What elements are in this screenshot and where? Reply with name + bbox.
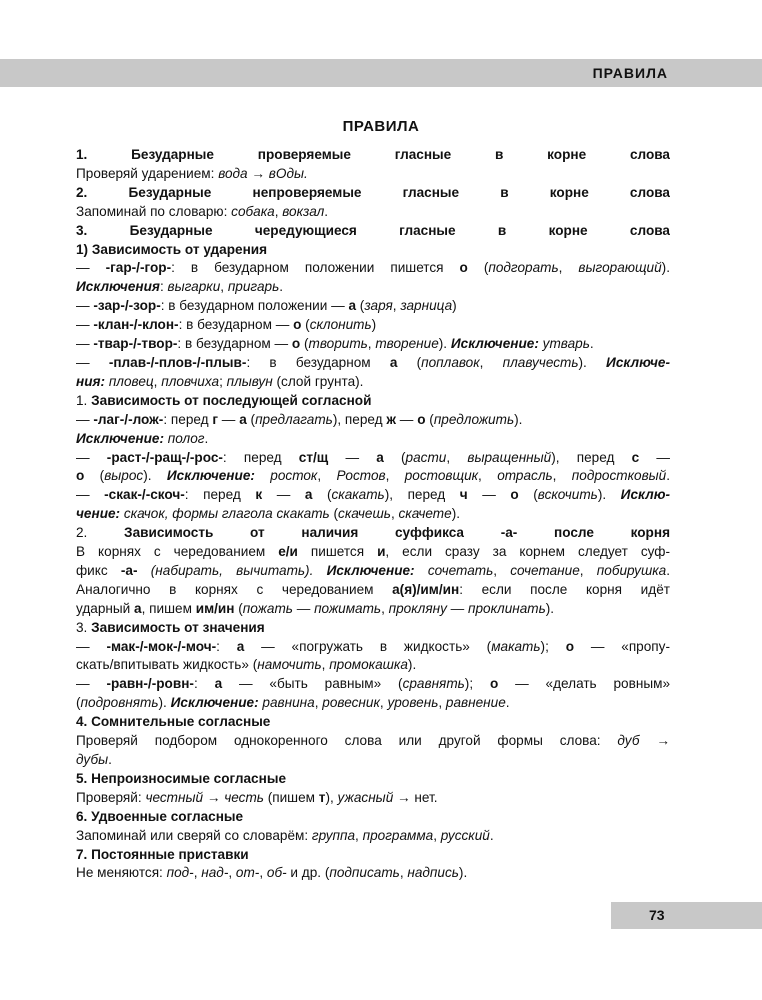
text-segment: полог [167, 430, 205, 446]
text-segment: Исключение: [326, 562, 415, 578]
text-segment: Исключе- [606, 354, 670, 370]
text-segment: а [304, 487, 313, 503]
text-segment: ( [246, 411, 256, 427]
text-segment: : в безударном — [177, 336, 292, 352]
text-segment [313, 563, 326, 578]
text-segment: → [203, 789, 225, 805]
text-segment: -клан-/-клон- [93, 317, 179, 333]
text-segment: равнение [445, 695, 506, 711]
text-segment: , [385, 468, 405, 484]
text-segment: . [489, 827, 494, 843]
text-segment: скакать [331, 487, 385, 503]
text-segment: группа [311, 827, 356, 843]
text-segment: , [392, 298, 401, 314]
text-segment: ); [464, 676, 490, 692]
text-segment: → нет. [393, 789, 438, 805]
heading-line [76, 222, 670, 241]
text-segment: , [381, 600, 389, 616]
text-segment: Проверяй ударением: [76, 165, 219, 181]
text-segment: . [666, 468, 670, 484]
text-segment: — «погружать в жидкость» ( [244, 638, 492, 654]
text-segment: скачешь [338, 506, 391, 522]
text-segment: : в безударном — [178, 317, 294, 333]
text-segment: : [216, 638, 237, 654]
text-segment: Запоминай или сверяй со словарём: [76, 827, 312, 843]
text-line [76, 543, 670, 562]
text-segment: плавучесть [502, 354, 579, 370]
text-segment: , [493, 562, 511, 578]
text-line [76, 600, 670, 619]
text-segment: , [479, 354, 503, 370]
text-segment: вОды. [268, 165, 308, 181]
text-segment: 6. Удвоенные согласные [76, 808, 244, 824]
text-segment: . [279, 279, 284, 295]
text-segment: ужасный [337, 789, 394, 805]
text-segment: отрасль [497, 468, 553, 484]
text-segment: пловчиха [161, 373, 220, 389]
text-segment: 2. [76, 525, 125, 541]
text-segment: , [478, 468, 498, 484]
text-segment: над- [201, 865, 229, 881]
text-segment: им/ин [195, 600, 235, 616]
text-segment: ч [459, 487, 468, 503]
text-segment: о [417, 411, 426, 427]
text-segment: ). [451, 506, 461, 522]
text-segment: 4. Сомнительные согласные [76, 714, 271, 730]
text-segment: побирушка [596, 562, 667, 578]
page-title: ПРАВИЛА [342, 118, 420, 135]
text-segment: ). [143, 468, 167, 484]
text-segment: ( [329, 506, 339, 522]
text-segment: -скак-/-скоч- [104, 487, 185, 503]
text-segment: промокашка [329, 657, 408, 673]
text-segment: выгарки [167, 279, 221, 295]
text-segment: а [214, 676, 223, 692]
text-segment: 1. [76, 392, 92, 408]
text-line [76, 789, 670, 808]
text-segment: — [76, 354, 109, 370]
text-segment: творение [375, 336, 439, 352]
text-segment: поплавок [421, 354, 480, 370]
text-segment: — [76, 638, 107, 654]
text-segment: -равн-/-ровн- [106, 676, 194, 692]
text-segment: -зар-/-зор- [93, 298, 161, 314]
text-segment: ( [467, 260, 489, 276]
footer-band [611, 902, 762, 929]
text-segment: ); [540, 638, 566, 654]
text-segment: : [159, 279, 168, 295]
text-segment: Не меняются: [76, 865, 167, 881]
text-segment: : в безударном положении пишется [171, 260, 460, 276]
text-line [76, 354, 670, 373]
text-segment: а [376, 449, 384, 465]
page-number: 73 [649, 907, 665, 923]
text-segment: зарница [400, 298, 453, 314]
text-segment: скачок, формы глагола скакать [123, 506, 330, 522]
text-segment: намочить [257, 657, 322, 673]
text-segment: ( [312, 487, 332, 503]
text-segment: — [76, 449, 107, 465]
text-segment: от- [235, 865, 260, 881]
text-segment: , [274, 203, 283, 219]
text-segment: ударный [76, 600, 135, 616]
text-segment: — [328, 449, 377, 465]
text-segment: ( [76, 695, 81, 711]
text-segment: -мак-/-мок-/-моч- [106, 638, 217, 654]
text-segment: Зависимость от значения [91, 619, 265, 635]
text-segment: скачете [398, 506, 452, 522]
text-segment: , [153, 373, 162, 389]
text-line [76, 581, 670, 600]
text-segment: о [459, 260, 468, 276]
text-segment: об- [266, 865, 287, 881]
text-segment: ), [325, 789, 338, 805]
text-segment: . [324, 203, 329, 219]
text-segment: — [76, 298, 94, 314]
text-segment: росток [270, 468, 318, 484]
text-line [76, 335, 670, 354]
rules-text [76, 146, 670, 883]
heading-line [76, 392, 670, 411]
text-segment: — [76, 487, 105, 503]
text-segment: , [446, 449, 468, 465]
text-segment: с [631, 449, 640, 465]
text-segment: ). [661, 260, 670, 276]
text-segment: , [399, 865, 408, 881]
text-segment: , [220, 279, 228, 295]
text-segment: -а- [120, 562, 138, 578]
text-segment: -твар-/-твор- [93, 336, 178, 352]
text-segment: и др. ( [286, 865, 330, 881]
text-segment: собака [231, 203, 275, 219]
text-line [76, 430, 670, 449]
text-segment: ( [383, 449, 406, 465]
text-segment: а [348, 298, 357, 314]
text-segment: -плав-/-плов-/-плыв- [108, 354, 247, 370]
text-segment: о [565, 638, 574, 654]
text-line [76, 259, 670, 278]
text-segment: ровесник [322, 695, 380, 711]
text-segment: чение: [76, 506, 121, 522]
text-line [76, 562, 670, 581]
text-segment: а [134, 600, 142, 616]
text-segment: выгорающий [578, 260, 662, 276]
text-segment: — [218, 411, 240, 427]
text-segment: : перед [222, 449, 299, 465]
text-segment: → [639, 733, 670, 749]
text-segment: , [355, 827, 363, 843]
text-segment: , [314, 695, 323, 711]
text-segment: выращенный [467, 449, 552, 465]
heading-line [76, 846, 670, 865]
running-header: ПРАВИЛА [592, 65, 668, 81]
text-segment: пишется [297, 544, 378, 560]
text-segment: подровнять [80, 695, 159, 711]
text-segment: программа [362, 827, 434, 843]
text-segment: , пишем [141, 600, 196, 616]
heading-line [76, 184, 670, 203]
heading-line [76, 713, 670, 732]
text-segment: . [204, 430, 209, 446]
text-segment: В корнях с чередованием [76, 544, 279, 560]
text-segment: ). [458, 865, 468, 881]
text-segment: утварь [542, 336, 590, 352]
text-segment: Исключение: [170, 695, 259, 711]
text-segment: вырос [104, 468, 144, 484]
heading-line [76, 524, 670, 543]
text-segment: , [379, 695, 388, 711]
text-segment: , [438, 695, 446, 711]
text-segment: сравнять [402, 676, 465, 692]
text-segment: , [193, 865, 202, 881]
text-segment: ), перед [551, 449, 632, 465]
text-segment: плывун [226, 373, 273, 389]
text-segment: расти [405, 449, 447, 465]
text-segment: а [236, 638, 245, 654]
text-segment: а [239, 411, 247, 427]
text-segment: честный [145, 789, 204, 805]
text-segment: Зависимость от последующей согласной [91, 392, 372, 408]
text-segment: сочетание [510, 562, 580, 578]
text-segment: — [76, 260, 106, 276]
text-segment: , [228, 865, 236, 881]
text-segment: подписать [329, 865, 400, 881]
text-segment: — [262, 487, 305, 503]
text-segment: — [76, 676, 107, 692]
text-segment: 1. Безударные проверяемые гласные в корне слова [76, 147, 670, 162]
text-segment: ), перед [384, 487, 460, 503]
text-segment: ) [452, 298, 457, 314]
text-segment: , [321, 657, 330, 673]
text-segment: о [76, 468, 85, 484]
text-segment: о [291, 336, 301, 352]
text-segment: , [367, 336, 376, 352]
text-segment: русский [440, 827, 490, 843]
text-segment: : [193, 676, 215, 692]
text-segment: — [467, 487, 511, 503]
text-segment: сочетать [427, 562, 494, 578]
text-segment: 7. Постоянные приставки [76, 846, 249, 862]
text-segment [138, 563, 151, 578]
text-segment: о [489, 676, 499, 692]
text-segment: Исключение: [76, 430, 165, 446]
text-segment: ( [301, 317, 310, 333]
text-segment: фикс [76, 562, 121, 578]
text-line [76, 467, 670, 486]
text-segment: вокзал [282, 203, 325, 219]
text-segment: Аналогично в корнях с чередованием [76, 581, 393, 597]
text-segment: подростковый [571, 468, 667, 484]
text-segment: 3. [76, 619, 92, 635]
heading-line [76, 770, 670, 789]
text-segment: 5. Непроизносимые согласные [76, 770, 286, 786]
heading-line [76, 241, 670, 260]
text-segment: о [510, 487, 519, 503]
text-segment: — «быть равным» ( [222, 676, 403, 692]
text-segment: ). [438, 336, 451, 352]
text-segment: Зависимость от наличия суффикса -а- после корня [124, 525, 670, 541]
text-segment: , [390, 506, 399, 522]
text-segment: — [76, 411, 94, 427]
text-line [76, 732, 670, 751]
text-segment: (пишем [263, 789, 319, 805]
text-line [76, 316, 670, 335]
text-segment: ( [397, 354, 422, 370]
text-segment: 2. Безударные непроверяемые гласные в корне слова [76, 184, 670, 200]
text-segment: Ростов [336, 468, 386, 484]
text-segment: ). [407, 657, 417, 673]
text-segment: г [212, 411, 219, 427]
heading-line [76, 146, 670, 165]
text-line [76, 165, 670, 184]
text-segment: — [76, 336, 94, 352]
text-segment: — [396, 411, 418, 427]
text-segment: предложить [433, 411, 515, 427]
text-segment: -раст-/-ращ-/-рос- [106, 449, 223, 465]
text-segment: Запоминай по словарю: [76, 203, 232, 219]
text-line [76, 278, 670, 297]
text-segment: ( [234, 600, 243, 616]
text-segment: ( [356, 298, 365, 314]
text-line [76, 486, 670, 505]
text-segment: , [259, 865, 267, 881]
heading-line [76, 808, 670, 827]
text-segment: -гар-/-гор- [105, 260, 172, 276]
text-line [76, 827, 670, 846]
text-line [76, 203, 670, 222]
text-segment: ). [597, 487, 621, 503]
text-segment: , [317, 468, 337, 484]
text-segment: — [639, 449, 670, 465]
text-line [76, 694, 670, 713]
text-segment: : перед [184, 487, 256, 503]
text-segment: равнина [262, 695, 315, 711]
text-segment: Исклю- [620, 487, 670, 503]
text-segment: вода [218, 165, 248, 181]
text-segment: дуб [617, 733, 640, 749]
text-segment: ( [300, 336, 309, 352]
text-segment: -лаг-/-лож- [93, 411, 164, 427]
text-segment: , если сразу за корнем следует суф- [385, 544, 670, 560]
text-segment: надпись [407, 865, 459, 881]
text-segment [415, 563, 428, 578]
header-band [0, 59, 762, 87]
text-segment: ) [371, 317, 377, 333]
text-segment: : если после корня идёт [459, 581, 670, 597]
text-segment: ст/щ [298, 449, 329, 465]
text-segment: , [552, 468, 572, 484]
text-segment: , [558, 260, 579, 276]
text-segment: , [579, 562, 597, 578]
text-segment: : перед [163, 411, 213, 427]
text-segment: ). [158, 695, 171, 711]
text-segment [255, 468, 270, 483]
text-segment: подгорать [488, 260, 559, 276]
text-segment: скать/впитывать жидкость» ( [76, 657, 258, 673]
text-segment: ), перед [332, 411, 387, 427]
text-segment: ния: [76, 373, 106, 389]
text-segment: к [255, 487, 263, 503]
text-line [76, 864, 670, 883]
text-segment: — «делать ровным» [498, 676, 670, 692]
text-segment: Исключения [76, 279, 160, 295]
text-segment: : в безударном [246, 354, 390, 370]
text-segment: вскочить [537, 487, 598, 503]
heading-line [76, 619, 670, 638]
text-segment: заря [364, 298, 393, 314]
text-segment: а(я)/им/ин [392, 581, 460, 597]
text-segment: предлагать [255, 411, 333, 427]
text-segment: ж [386, 411, 397, 427]
text-segment: ; [219, 373, 227, 389]
text-segment: уровень [387, 695, 439, 711]
text-segment: и [377, 544, 386, 560]
text-segment: Исключение: [450, 336, 539, 352]
text-segment: склонить [309, 317, 372, 333]
text-segment: . [505, 695, 510, 711]
text-segment: а [389, 354, 398, 370]
text-segment: е/и [278, 544, 298, 560]
text-segment: (набирать, вычитать). [150, 562, 314, 578]
text-segment: макать [491, 638, 541, 654]
text-segment: 1) Зависимость от ударения [76, 241, 268, 257]
text-segment: → [247, 165, 269, 181]
text-segment: — «пропу- [574, 638, 670, 654]
text-segment: ). [514, 411, 523, 427]
text-line [76, 297, 670, 316]
text-segment: : в безударном положении — [160, 298, 349, 314]
text-segment: о [293, 317, 302, 333]
text-segment: ростовщик [404, 468, 479, 484]
text-segment: ( [84, 468, 105, 484]
text-line [76, 675, 670, 694]
text-line [76, 638, 670, 657]
text-segment: . [666, 562, 670, 578]
text-segment: . [108, 752, 112, 767]
text-segment: ( [518, 487, 538, 503]
text-segment: (слой грунта). [272, 373, 364, 389]
text-segment: ). [578, 354, 607, 370]
text-line [76, 373, 670, 392]
text-line [76, 656, 670, 675]
text-segment: дубы [76, 752, 109, 767]
text-line [76, 751, 670, 770]
text-segment: т [318, 789, 326, 805]
text-segment: — [76, 317, 94, 333]
text-segment: прокляну — проклинать [388, 600, 546, 616]
text-segment: 3. Безударные чередующиеся гласные в корне слова [76, 222, 670, 238]
text-line [76, 411, 670, 430]
text-segment: под- [166, 865, 194, 881]
text-line [76, 505, 670, 524]
text-segment: пригарь [227, 279, 280, 295]
text-segment: . [589, 336, 594, 352]
text-segment: Проверяй подбором однокоренного слова или другой формы слова: [76, 733, 618, 749]
text-line [76, 449, 670, 468]
text-segment: пловец [108, 373, 154, 389]
text-segment: ( [425, 411, 434, 427]
text-segment: честь [224, 789, 264, 805]
text-segment: ). [545, 600, 555, 616]
text-segment: , [433, 827, 441, 843]
text-segment: Проверяй: [76, 789, 146, 805]
text-segment: пожать — пожимать [242, 600, 382, 616]
text-segment: Исключение: [166, 468, 255, 484]
text-segment: творить [308, 336, 368, 352]
